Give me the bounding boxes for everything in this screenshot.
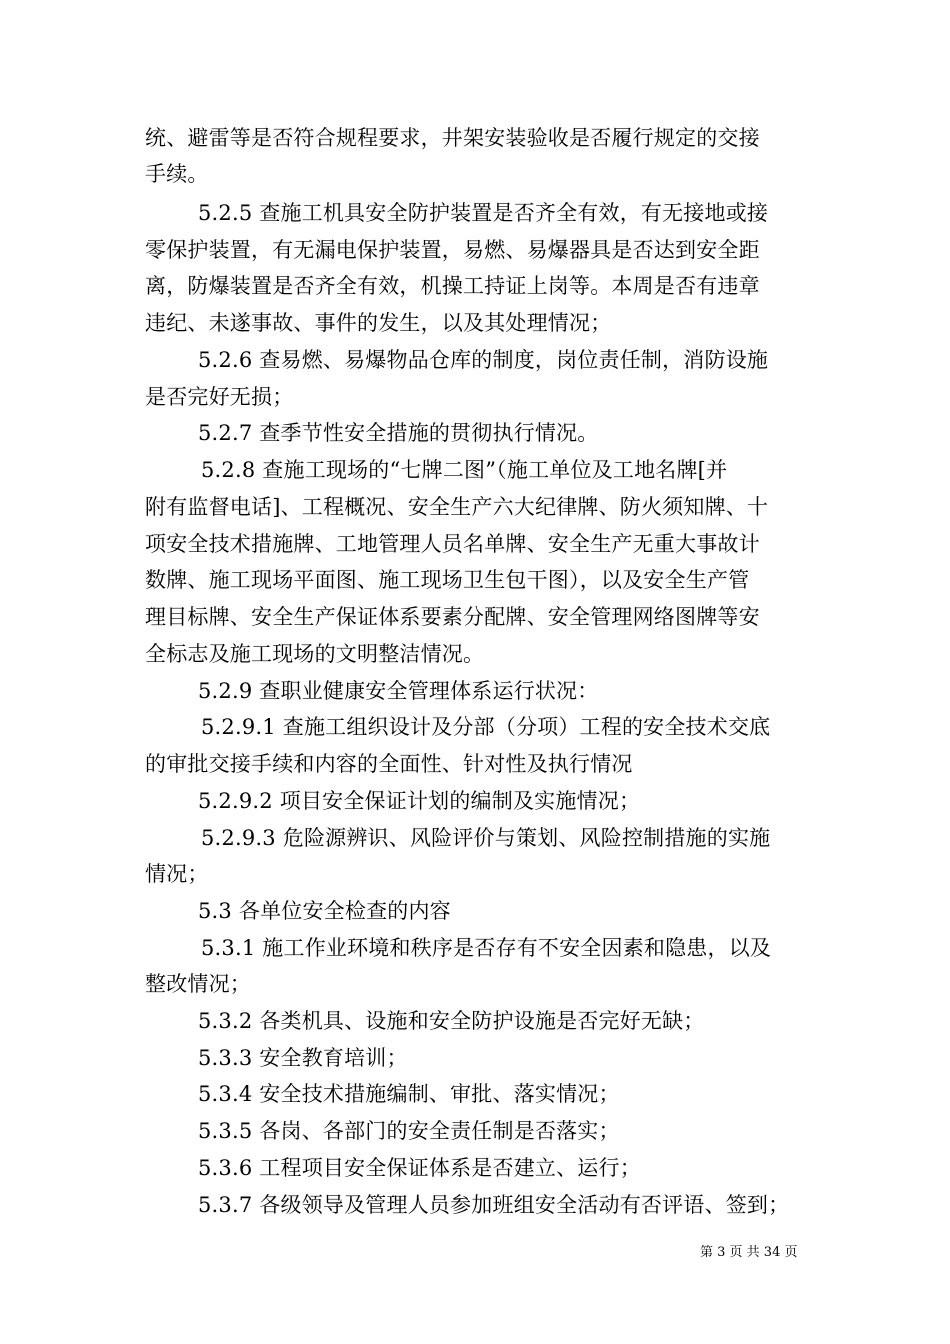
- paragraph-line: 5.2.9.3 危险源辨识、风险评价与策划、风险控制措施的实施: [201, 826, 771, 850]
- page-number: 第 3 页 共 34 页: [700, 1245, 798, 1260]
- paragraph-line: 5.2.7 查季节性安全措施的贯彻执行情况。: [198, 421, 599, 445]
- paragraph-line: 5.2.6 查易燃、易爆物品仓库的制度，岗位责任制，消防设施: [198, 348, 769, 372]
- paragraph-line: 整改情况；: [145, 972, 251, 996]
- paragraph-line: 5.2.9.1 查施工组织设计及分部（分项）工程的安全技术交底: [201, 715, 771, 739]
- paragraph-line: 项安全技术措施牌、工地管理人员名单牌、安全生产无重大事故计: [145, 532, 760, 556]
- paragraph-line: 违纪、未遂事故、事件的发生，以及其处理情况；: [145, 311, 612, 335]
- paragraph-line: 5.2.8 查施工现场的“七牌二图”（施工单位及工地名牌[并: [201, 458, 728, 482]
- paragraph-line: 数牌、施工现场平面图、施工现场卫生包干图），以及安全生产管: [145, 568, 750, 592]
- paragraph-line: 附有监督电话]、工程概况、安全生产六大纪律牌、防火须知牌、十: [145, 495, 769, 519]
- paragraph-line: 5.3.4 安全技术措施编制、审批、落实情况；: [198, 1082, 620, 1106]
- paragraph-line: 5.3.7 各级领导及管理人员参加班组安全活动有否评语、签到；: [198, 1193, 790, 1217]
- paragraph-line: 5.2.5 查施工机具安全防护装置是否齐全有效，有无接地或接: [198, 201, 769, 225]
- paragraph-line: 理目标牌、安全生产保证体系要素分配牌、安全管理网络图牌等安: [145, 605, 760, 629]
- section-heading: 5.3 各单位安全检查的内容: [198, 899, 451, 923]
- paragraph-line: 5.3.2 各类机具、设施和安全防护设施是否完好无缺；: [198, 1009, 705, 1033]
- paragraph-line: 零保护装置，有无漏电保护装置，易燃、易爆器具是否达到安全距: [145, 238, 760, 262]
- paragraph-line: 是否完好无损；: [145, 385, 294, 409]
- paragraph-line: 5.3.5 各岗、各部门的安全责任制是否落实；: [198, 1119, 620, 1143]
- paragraph-line: 手续。: [145, 162, 209, 186]
- paragraph-line: 统、避雷等是否符合规程要求，井架安装验收是否履行规定的交接: [145, 126, 760, 150]
- paragraph-line: 离，防爆装置是否齐全有效，机操工持证上岗等。本周是否有违章: [145, 274, 760, 298]
- paragraph-line: 全标志及施工现场的文明整洁情况。: [145, 642, 485, 666]
- paragraph-line: 的审批交接手续和内容的全面性、针对性及执行情况: [145, 752, 633, 776]
- paragraph-line: 情况；: [145, 862, 209, 886]
- paragraph-line: 5.2.9 查职业健康安全管理体系运行状况：: [198, 679, 599, 703]
- paragraph-line: 5.3.3 安全教育培训；: [198, 1046, 408, 1070]
- paragraph-line: 5.3.1 施工作业环境和秩序是否存有不安全因素和隐患，以及: [201, 936, 772, 960]
- paragraph-line: 5.2.9.2 项目安全保证计划的编制及实施情况；: [198, 789, 641, 813]
- paragraph-line: 5.3.6 工程项目安全保证体系是否建立、运行；: [198, 1156, 641, 1180]
